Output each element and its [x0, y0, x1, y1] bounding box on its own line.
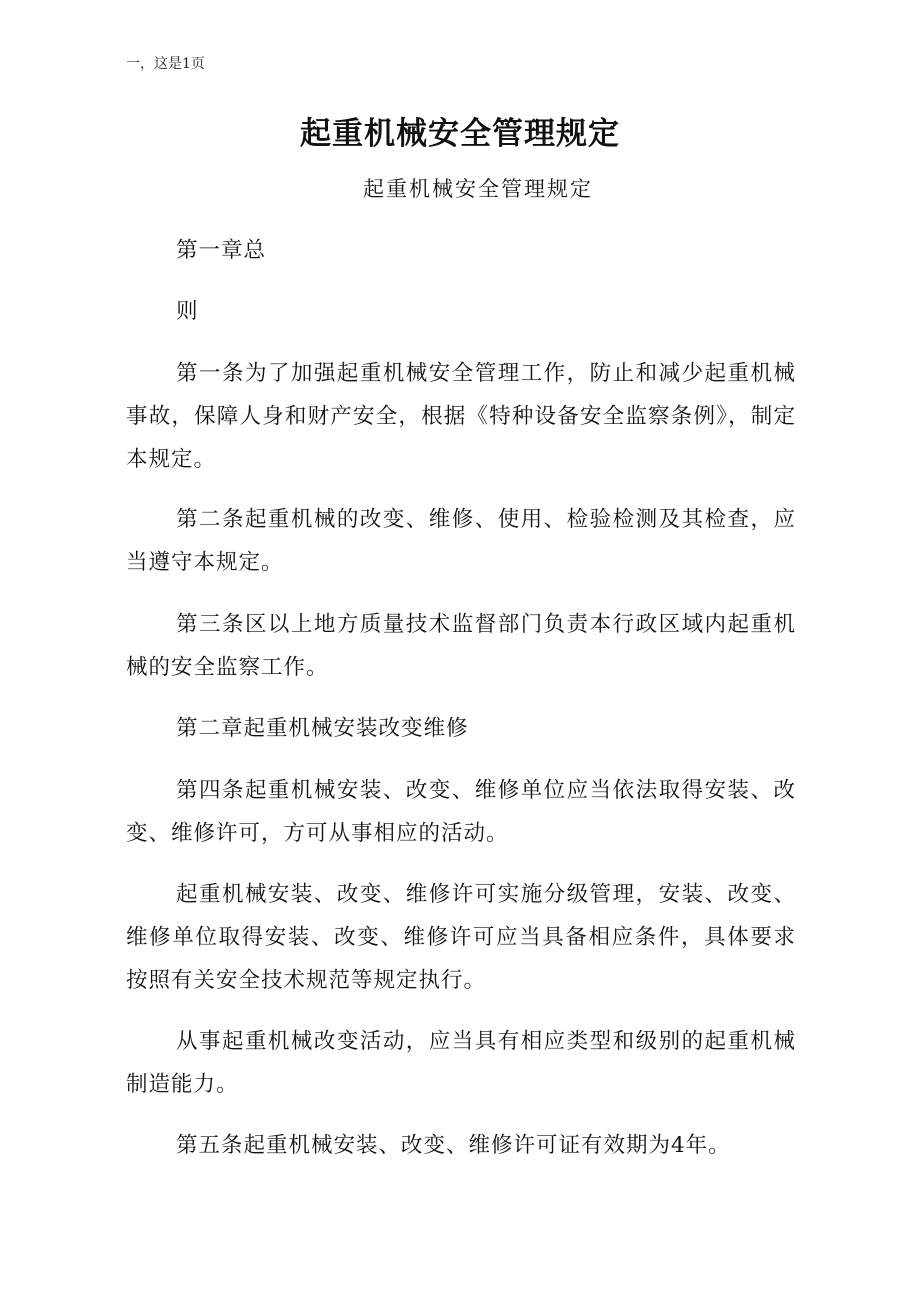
article-4-paragraph: 第四条起重机械安装、改变、维修单位应当依法取得安装、改变、维修许可，方可从事相应的活动。 — [126, 778, 796, 846]
modification-capability-paragraph: 从事起重机械改变活动，应当具有相应类型和级别的起重机械制造能力。 — [126, 1029, 796, 1097]
article-3-paragraph: 第三条区以上地方质量技术监督部门负责本行政区域内起重机械的安全监察工作。 — [126, 612, 796, 680]
chapter-1-heading-part2: 则 — [176, 299, 199, 324]
document-subtitle: 起重机械安全管理规定 — [363, 177, 593, 201]
chapter-1-heading-part1: 第一章总 — [176, 238, 267, 263]
licensing-paragraph: 起重机械安装、改变、维修许可实施分级管理，安装、改变、维修单位取得安装、改变、维修许可应当具备相应条件，具体要求按照有关安全技术规范等规定执行。 — [126, 882, 796, 993]
article-2-paragraph: 第二条起重机械的改变、维修、使用、检验检测及其检查，应当遵守本规定。 — [126, 507, 796, 575]
chapter-2-heading: 第二章起重机械安装改变维修 — [176, 716, 469, 741]
document-title: 起重机械安全管理规定 — [300, 116, 620, 152]
article-1-paragraph: 第一条为了加强起重机械安全管理工作，防止和减少起重机械事故，保障人身和财产安全，根据《特种设备安全监察条例》，制定本规定。 — [126, 361, 796, 472]
article-5-paragraph: 第五条起重机械安装、改变、维修许可证有效期为4年。 — [176, 1133, 731, 1158]
page-header-label: 一，这是1页 — [126, 56, 205, 72]
